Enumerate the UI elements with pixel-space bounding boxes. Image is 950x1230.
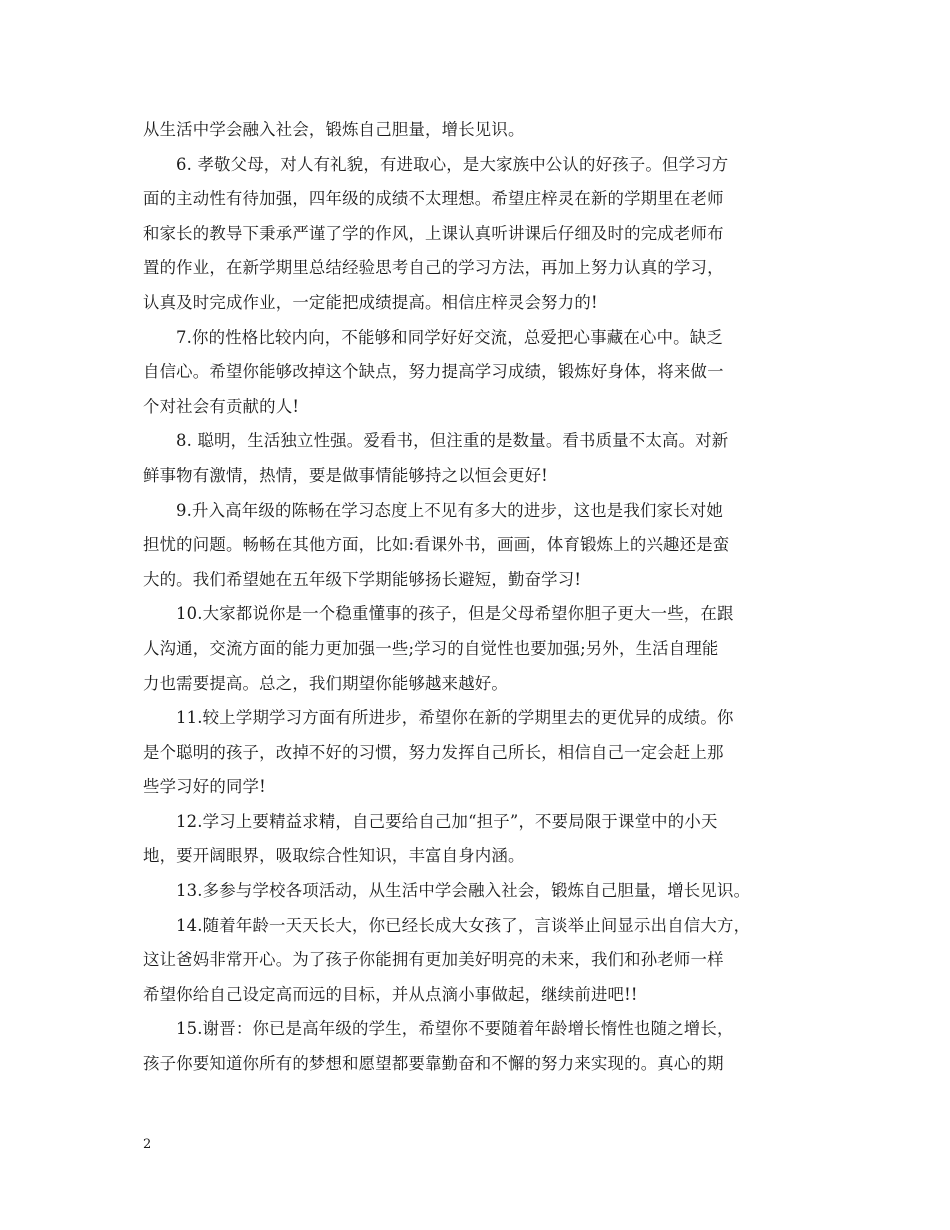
text-line: 地，要开阔眼界，吸取综合性知识，丰富自身内涵。 [143, 846, 525, 866]
text-line: 10.大家都说你是一个稳重懂事的孩子，但是父母希望你胆子更大一些，在跟 [176, 604, 734, 624]
text-line: 面的主动性有待加强，四年级的成绩不太理想。希望庄梓灵在新的学期里在老师 [143, 189, 724, 209]
text-line: 12.学习上要精益求精，自己要给自己加“担子”，不要局限于课堂中的小天 [176, 811, 718, 831]
text-line: 8. 聪明，生活独立性强。爱看书，但注重的是数量。看书质量不太高。对新 [176, 431, 729, 451]
page-number: 2 [143, 1137, 152, 1152]
text-line: 些学习好的同学! [143, 777, 266, 797]
text-line: 个对社会有贡献的人! [143, 396, 300, 416]
text-line: 6. 孝敬父母，对人有礼貌，有进取心，是大家族中公认的好孩子。但学习方 [176, 154, 729, 174]
text-line: 14.随着年龄一天天长大，你已经长成大女孩了，言谈举止间显示出自信大方， [176, 915, 751, 935]
text-line: 15.谢晋：你已是高年级的学生，希望你不要随着年龄增长惰性也随之增长， [176, 1019, 734, 1039]
text-line: 13.多参与学校各项活动，从生活中学会融入社会，锻炼自己胆量，增长见识。 [176, 881, 751, 901]
text-line: 担忧的问题。畅畅在其他方面，比如:看课外书，画画，体育锻炼上的兴趣还是蛮 [143, 535, 730, 555]
text-line: 鲜事物有激情，热情，要是做事情能够持之以恒会更好! [143, 465, 548, 485]
text-line: 自信心。希望你能够改掉这个缺点，努力提高学习成绩，锻炼好身体，将来做一 [143, 362, 724, 382]
text-line: 9.升入高年级的陈畅在学习态度上不见有多大的进步，这也是我们家长对她 [176, 500, 723, 520]
text-line: 大的。我们希望她在五年级下学期能够扬长避短，勤奋学习! [143, 569, 582, 589]
text-line: 希望你给自己设定高而远的目标，并从点滴小事做起，继续前进吧!! [143, 984, 638, 1004]
text-line: 从生活中学会融入社会，锻炼自己胆量，增长见识。 [143, 120, 525, 139]
text-line: 11.较上学期学习方面有所进步，希望你在新的学期里去的更优异的成绩。你 [176, 708, 734, 728]
text-line: 这让爸妈非常开心。为了孩子你能拥有更加美好明亮的未来，我们和孙老师一样 [143, 950, 724, 970]
document-body [143, 113, 815, 1082]
text-line: 置的作业，在新学期里总结经验思考自己的学习方法，再加上努力认真的学习， [143, 258, 724, 278]
text-line: 孩子你要知道你所有的梦想和愿望都要靠勤奋和不懈的努力来实现的。真心的期 [143, 1054, 724, 1074]
text-line: 和家长的教导下秉承严谨了学的作风，上课认真听讲课后仔细及时的完成老师布 [143, 223, 724, 243]
text-line: 7.你的性格比较内向，不能够和同学好好交流，总爱把心事藏在心中。缺乏 [176, 327, 723, 347]
text-line: 是个聪明的孩子，改掉不好的习惯，努力发挥自己所长，相信自己一定会赶上那 [143, 742, 724, 762]
text-line: 人沟通，交流方面的能力更加强一些;学习的自觉性也要加强;另外，生活自理能 [143, 638, 719, 658]
text-line: 认真及时完成作业，一定能把成绩提高。相信庄梓灵会努力的! [143, 292, 598, 312]
text-line: 力也需要提高。总之，我们期望你能够越来越好。 [143, 673, 508, 693]
